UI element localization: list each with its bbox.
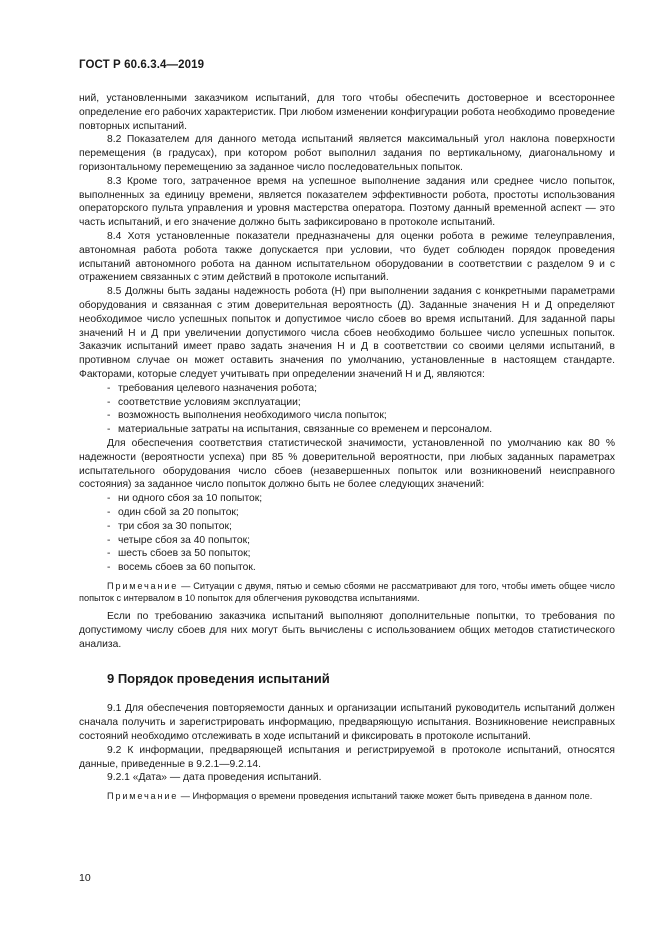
document-body <box>79 92 615 803</box>
paragraph-8-3: 8.3 Кроме того, затраченное время на успешное выполнение задания или среднее число попыток, выполненных за единицу времени, является показателем эффективности робота, простоты использования операторского пульта управления и уровня мастерства оператора. Поэтому данный временной аспект — это часть испытаний, и его значение должно быть зафиксировано в протоколе испытаний. <box>79 175 615 229</box>
paragraph-9-2-1: 9.2.1 «Дата» — дата проведения испытаний. <box>107 772 322 784</box>
note-label: Примечание <box>107 580 179 591</box>
note-label: Примечание <box>107 791 179 802</box>
note-failures: Примечание — Ситуации с двумя, пятью и семью сбоями не рассматривают для того, чтобы иметь общее число попыток с интервалом в 10 попыток для облегчения руководства испытаниями. <box>79 580 615 604</box>
paragraph-9-2: 9.2 К информации, предваряющей испытания и регистрируемой в протоколе испытаний, относятся данные, приведенные в 9.2.1—9.2.14. <box>79 744 615 770</box>
limit-item: - один сбой за 20 попыток; <box>107 506 239 518</box>
factor-item: - соответствие условиям эксплуатации; <box>107 396 301 408</box>
paragraph-statistics: Для обеспечения соответствия статистической значимости, установленной по умолчанию как 80 % надежности (вероятности успеха) при 85 % доверительной вероятности, при любых заданных параметрах испытательного оборудования число сбоев (незавершенных попыток или возникновений неисправного состояния) за заданное число попыток должно быть не более следующих значений: <box>79 437 615 491</box>
paragraph-continuation: ний, установленными заказчиком испытаний, для того чтобы обеспечить достоверное и всестороннее определение его рабочих характеристик. При любом изменении конфигурации робота необходимо проведение повторных испытаний. <box>79 93 616 132</box>
limit-item: - три сбоя за 30 попыток; <box>107 520 232 532</box>
note-date: Примечание — Информация о времени проведения испытаний также может быть приведена в данном поле. <box>107 791 593 802</box>
document-header: ГОСТ Р 60.6.3.4—2019 <box>79 59 205 71</box>
factor-item: - материальные затраты на испытания, связанные со временем и персоналом. <box>107 424 493 436</box>
factor-item: - возможность выполнения необходимого числа попыток; <box>107 410 387 422</box>
paragraph-extra-attempts: Если по требованию заказчика испытаний выполняют дополнительные попытки, то требования по допустимому числу сбоев для них могут быть вычислены с использованием общих методов статистического анализа. <box>79 611 615 650</box>
factor-item: - требования целевого назначения робота; <box>107 382 317 394</box>
paragraph-9-1: 9.1 Для обеспечения повторяемости данных и организации испытаний руководитель испытаний должен сначала получить и зарегистрировать информацию, предваряющую испытания. Возникновение неисправных состояний необходимо отслеживать в ходе испытаний и фиксировать в протоколе испытаний. <box>79 703 615 743</box>
limit-item: - восемь сбоев за 60 попыток. <box>107 562 256 574</box>
limit-item: - шесть сбоев за 50 попыток; <box>107 548 251 560</box>
paragraph-8-2: 8.2 Показателем для данного метода испытаний является максимальный угол наклона поверхности перемещения (в градусах), при котором робот выполнил задания по вертикальному, диагональному и горизонтальному перемещению за заданное число последовательных попыток. <box>79 134 615 173</box>
paragraph-8-4: 8.4 Хотя установленные показатели предназначены для оценки робота в режиме телеуправления, автономная работа робота также допускается при условии, что будет соблюден порядок проведения испытаний автономного робота на данном испытательном оборудовании в соответствии с разделом 9 и с отражением связанных с этим действий в протоколе испытаний. <box>79 230 615 284</box>
section-heading-9: 9 Порядок проведения испытаний <box>107 671 330 687</box>
paragraph-8-5: 8.5 Должны быть заданы надежность робота (Н) при выполнении задания с конкретными параметрами оборудования и связанная с этим доверительная вероятность (Д). Заданные значения Н и Д определяют необходимое число успешных попыток и допустимое число сбоев во время испытаний. Для заданной пары значений Н и Д при увеличении допустимого числа сбоев необходимо большее число успешных попыток. Заказчик испытаний имеет право задать значения Н и Д в соответствии со своими целями испытаний, в противном случае он может оставить значения по умолчанию, установленные в настоящем стандарте. Факторами, которые следует учитывать при определении значений Н и Д, являются: <box>79 286 615 380</box>
page-number: 10 <box>79 872 91 884</box>
limit-item: - четыре сбоя за 40 попыток; <box>107 534 250 546</box>
limit-item: - ни одного сбоя за 10 попыток; <box>107 493 263 505</box>
